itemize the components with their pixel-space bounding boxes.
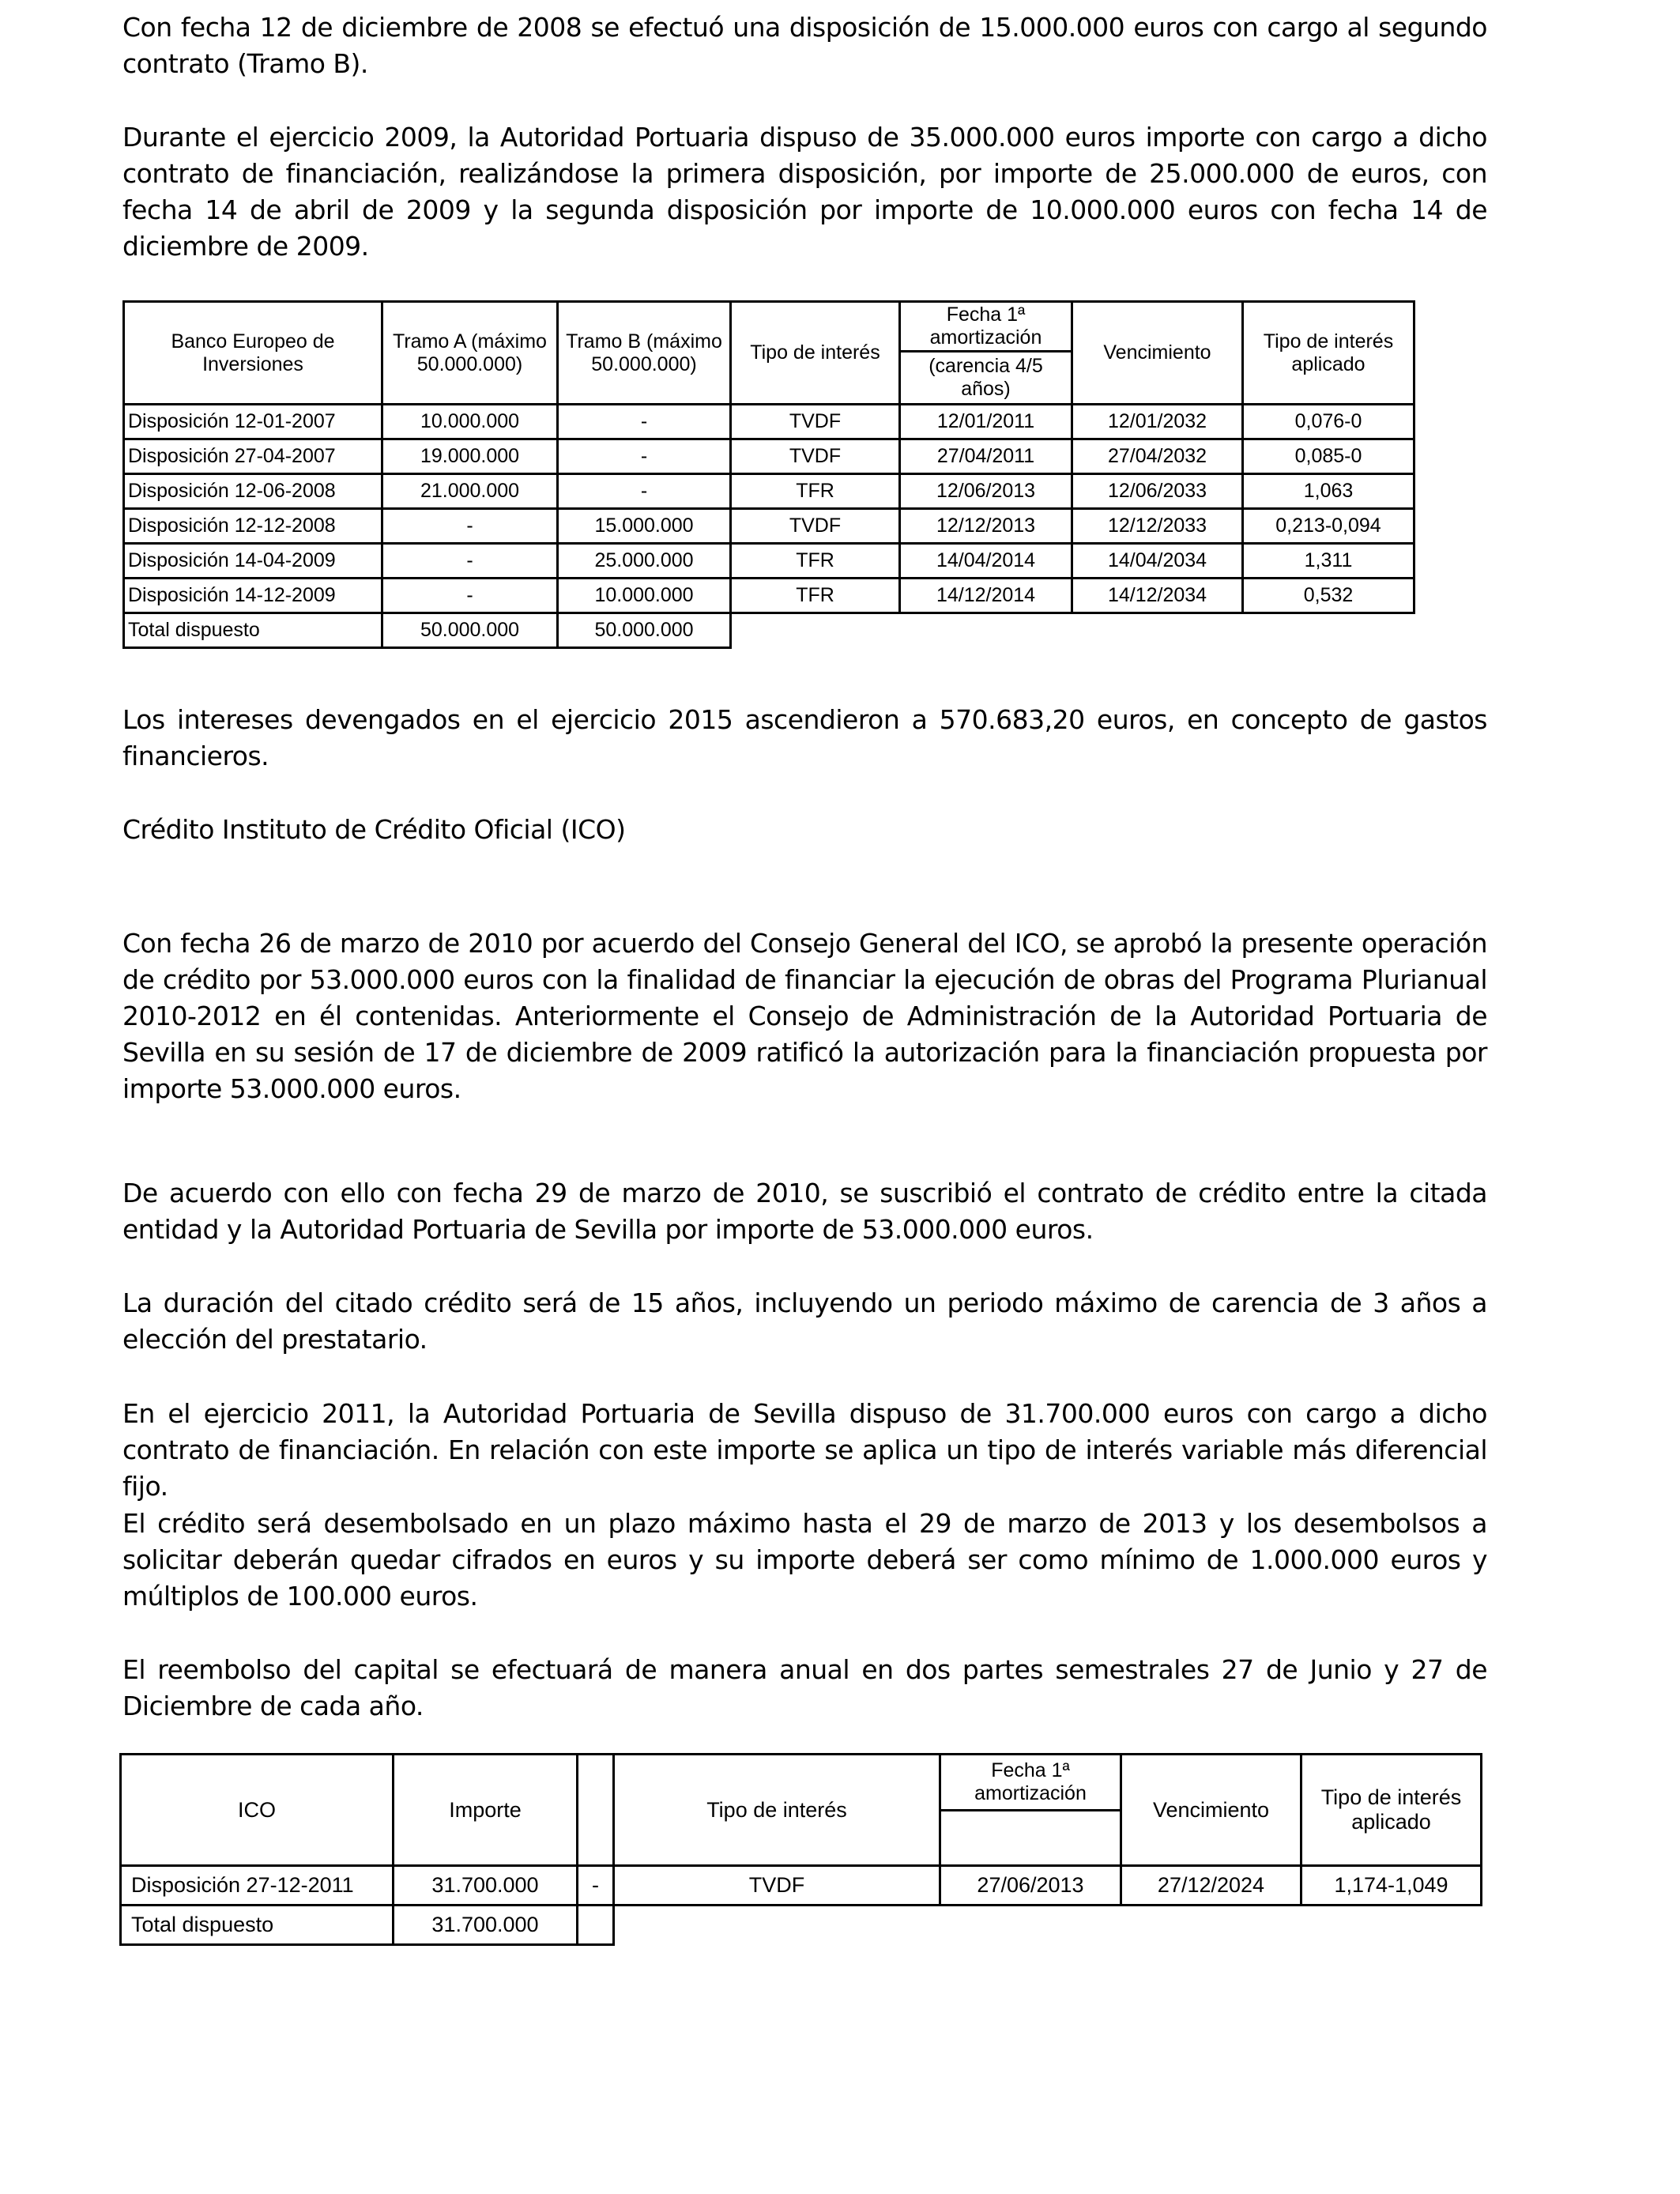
empty-cell (1301, 1906, 1482, 1945)
cell: 27/12/2024 (1121, 1866, 1301, 1906)
total-label: Total dispuesto (121, 1906, 394, 1945)
paragraph-consejo-ico: Con fecha 26 de marzo de 2010 por acuerdo del Consejo General del ICO, se aprobó la presente operación de crédito por 53.000.000 euros con la finalidad de financiar la ejecución de obras del Programa Plurianual 2010-2012 en él contenidas. Anteriormente el Consejo de Administración de la Autoridad Portuaria de Sevilla en su sesión de 17 de diciembre de 2009 ratificó la autorización para la financiación propuesta por importe 53.000.000 euros. (122, 928, 1487, 1104)
cell: 0,532 (1243, 579, 1414, 613)
empty-cell (1243, 613, 1414, 648)
table-row (124, 579, 1414, 613)
header-fecha: Fecha 1ª amortización (900, 302, 1072, 352)
row-label: Disposición 27-12-2011 (121, 1866, 394, 1906)
ico-header-fecha-sub (940, 1810, 1121, 1866)
total-row (121, 1906, 1482, 1945)
cell: TVDF (731, 405, 900, 439)
cell: - (558, 439, 731, 474)
cell: 27/04/2011 (900, 439, 1072, 474)
ico-header-vencimiento: Vencimiento (1121, 1755, 1301, 1866)
cell: TVDF (731, 439, 900, 474)
total-label: Total dispuesto (124, 613, 382, 648)
paragraph-ejercicio-2009: Durante el ejercicio 2009, la Autoridad Portuaria dispuso de 35.000.000 euros importe con cargo a dicho contrato de financiación, realizándose la primera disposición, por importe de 25.000.000 de euros, con fecha 14 de abril de 2009 y la segunda disposición por importe de 10.000.000 euros con fecha 14 de diciembre de 2009. (122, 122, 1487, 262)
cell: - (558, 405, 731, 439)
cell: 12/12/2033 (1072, 509, 1243, 544)
row-label: Disposición 14-04-2009 (124, 544, 382, 579)
cell: - (382, 579, 558, 613)
empty-cell (614, 1906, 940, 1945)
ico-table (119, 1753, 1482, 1946)
cell: TVDF (614, 1866, 940, 1906)
empty-cell (1121, 1906, 1301, 1945)
cell: 27/06/2013 (940, 1866, 1121, 1906)
total-row (124, 613, 1414, 648)
cell: 12/01/2032 (1072, 405, 1243, 439)
row-label: Disposición 12-01-2007 (124, 405, 382, 439)
paragraph-duracion: La duración del citado crédito será de 15 años, incluyendo un periodo máximo de carencia de 3 años a elección del prestatario. (122, 1287, 1487, 1355)
empty-cell (940, 1906, 1121, 1945)
header-fecha-sub: (carencia 4/5 años) (900, 352, 1072, 405)
table-row (124, 439, 1414, 474)
ico-header-fecha: Fecha 1ª amortización (940, 1755, 1121, 1811)
cell: - (382, 509, 558, 544)
cell: 12/12/2013 (900, 509, 1072, 544)
paragraph-contrato-credito: De acuerdo con ello con fecha 29 de marzo de 2010, se suscribió el contrato de crédito entre la citada entidad y la Autoridad Portuaria de Sevilla por importe de 53.000.000 euros. (122, 1178, 1487, 1245)
cell: - (382, 544, 558, 579)
cell: TVDF (731, 509, 900, 544)
cell: 21.000.000 (382, 474, 558, 509)
bei-table (122, 300, 1415, 649)
header-aplicado: Tipo de interés aplicado (1243, 302, 1414, 405)
table-row (124, 509, 1414, 544)
ico-header-blank (578, 1755, 614, 1866)
paragraph-desembolso: El crédito será desembolsado en un plazo máximo hasta el 29 de marzo de 2013 y los desembolsos a solicitar deberán quedar cifrados en euros y su importe deberá ser como mínimo de 1.000.000 euros y múltiplos de 100.000 euros. (122, 1508, 1487, 1612)
cell: 15.000.000 (558, 509, 731, 544)
row-label: Disposición 27-04-2007 (124, 439, 382, 474)
cell: 0,213-0,094 (1243, 509, 1414, 544)
cell: 31.700.000 (394, 1866, 578, 1906)
ico-header-importe: Importe (394, 1755, 578, 1866)
cell: 12/06/2013 (900, 474, 1072, 509)
row-label: Disposición 14-12-2009 (124, 579, 382, 613)
paragraph-intereses: Los intereses devengados en el ejercicio 2015 ascendieron a 570.683,20 euros, en concepto de gastos financieros. (122, 704, 1487, 771)
empty-cell (578, 1906, 614, 1945)
cell: 10.000.000 (558, 579, 731, 613)
cell: - (578, 1866, 614, 1906)
cell: 50.000.000 (382, 613, 558, 648)
cell: TFR (731, 544, 900, 579)
header-entity: Banco Europeo de Inversiones (124, 302, 382, 405)
header-vencimiento: Vencimiento (1072, 302, 1243, 405)
cell: 19.000.000 (382, 439, 558, 474)
cell: - (558, 474, 731, 509)
paragraph-reembolso: El reembolso del capital se efectuará de manera anual en dos partes semestrales 27 de Junio y 27 de Diciembre de cada año. (122, 1654, 1487, 1721)
cell: 12/06/2033 (1072, 474, 1243, 509)
ico-header-entity: ICO (121, 1755, 394, 1866)
table-row (124, 405, 1414, 439)
cell: 14/12/2014 (900, 579, 1072, 613)
paragraph-ejercicio-2011: En el ejercicio 2011, la Autoridad Portuaria de Sevilla dispuso de 31.700.000 euros con cargo a dicho contrato de financiación. En relación con este importe se aplica un tipo de interés variable más diferencial fijo. (122, 1398, 1487, 1502)
cell: 14/04/2014 (900, 544, 1072, 579)
ico-header-aplicado: Tipo de interés aplicado (1301, 1755, 1482, 1866)
cell: TFR (731, 579, 900, 613)
cell: 25.000.000 (558, 544, 731, 579)
cell: 1,311 (1243, 544, 1414, 579)
ico-header-tipo: Tipo de interés (614, 1755, 940, 1866)
empty-cell (900, 613, 1072, 648)
cell: 50.000.000 (558, 613, 731, 648)
row-label: Disposición 12-06-2008 (124, 474, 382, 509)
cell: 12/01/2011 (900, 405, 1072, 439)
cell: 31.700.000 (394, 1906, 578, 1945)
row-label: Disposición 12-12-2008 (124, 509, 382, 544)
cell: 1,063 (1243, 474, 1414, 509)
section-heading-ico: Crédito Instituto de Crédito Oficial (ICO) (122, 814, 626, 845)
paragraph-tramo-b: Con fecha 12 de diciembre de 2008 se efectuó una disposición de 15.000.000 euros con cargo al segundo contrato (Tramo B). (122, 12, 1487, 79)
empty-cell (731, 613, 900, 648)
cell: 27/04/2032 (1072, 439, 1243, 474)
table-row (124, 474, 1414, 509)
header-tramo-a: Tramo A (máximo 50.000.000) (382, 302, 558, 405)
cell: 1,174-1,049 (1301, 1866, 1482, 1906)
cell: 0,076-0 (1243, 405, 1414, 439)
table-row (121, 1866, 1482, 1906)
empty-cell (1072, 613, 1243, 648)
cell: TFR (731, 474, 900, 509)
cell: 0,085-0 (1243, 439, 1414, 474)
header-tramo-b: Tramo B (máximo 50.000.000) (558, 302, 731, 405)
header-tipo: Tipo de interés (731, 302, 900, 405)
cell: 14/12/2034 (1072, 579, 1243, 613)
cell: 14/04/2034 (1072, 544, 1243, 579)
table-row (124, 544, 1414, 579)
cell: 10.000.000 (382, 405, 558, 439)
